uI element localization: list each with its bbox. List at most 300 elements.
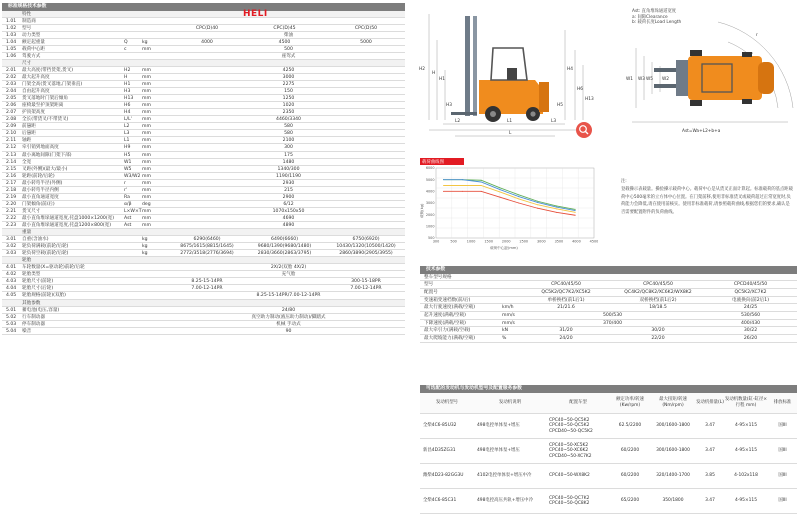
engine-cell-disp: 3.47 xyxy=(696,439,724,464)
spec-row xyxy=(2,109,405,116)
engine-cell-torque: 350/1800 xyxy=(650,489,696,514)
chart-point xyxy=(518,194,519,195)
tech-value-a: QC5K2/QC7K2/XC5K2 xyxy=(541,289,591,295)
spec-no: 2.09 xyxy=(6,124,17,130)
tech-row xyxy=(420,297,797,305)
engine-row xyxy=(420,464,797,489)
spec-symbol: r xyxy=(124,180,126,186)
chart-point xyxy=(537,201,538,202)
spec-section-title: 其他参数 xyxy=(22,300,41,306)
svg-text:L3: L3 xyxy=(551,119,557,124)
spec-symbol: H xyxy=(124,75,128,81)
spec-symbol: Ra xyxy=(124,194,130,200)
spec-unit: mm xyxy=(142,152,151,158)
svg-text:H6: H6 xyxy=(577,87,583,92)
engine-cell-cyl: 4-95×115 xyxy=(724,439,768,464)
spec-value-50: 5000 xyxy=(360,39,372,45)
spec-row xyxy=(2,208,405,215)
spec-unit: mm xyxy=(142,131,151,137)
spec-name: 门架全高(货叉落地,门架垂直) xyxy=(22,82,83,88)
spec-symbol: H6 xyxy=(124,103,131,109)
forklift-top-diagram xyxy=(618,8,796,138)
spec-value-50: 7.00-12-14PR xyxy=(350,286,382,292)
chart-ytick: 3000 xyxy=(425,201,435,206)
spec-value: 500 xyxy=(284,46,293,52)
engine-col-header: 排放标准 xyxy=(768,393,797,414)
spec-value-40: 4000 xyxy=(201,39,213,45)
engine-col-header: 发动机数量(缸-缸径×行程 mm) xyxy=(724,393,768,414)
chart-xtick: 3500 xyxy=(554,239,564,244)
engine-cell-disp: 3.85 xyxy=(696,464,724,489)
tech-value-b: QC4K2/QC8K2/XC6K2/WX8K2 xyxy=(624,289,692,295)
svg-text:L2: L2 xyxy=(455,119,461,124)
engine-cell-desc: 498电控高压共轨+增压中冷 xyxy=(474,489,546,514)
spec-value: 150 xyxy=(284,89,293,95)
spec-symbol: r' xyxy=(124,187,128,193)
spec-name: 门架倾角(前/后) xyxy=(22,201,55,207)
spec-no: 4.02 xyxy=(6,272,17,278)
spec-symbol: Ast xyxy=(124,215,132,221)
spec-value: 真空助力制动(液压助力制动)/脚踏式 xyxy=(251,314,326,320)
chart-point xyxy=(443,179,444,180)
spec-unit: mm xyxy=(142,117,151,123)
spec-row xyxy=(2,201,405,208)
engine-cell-std: 国III xyxy=(768,439,797,464)
tech-value-b: CPC40/45/50 xyxy=(643,282,673,288)
engine-cell-cyl: 4-95×115 xyxy=(724,489,768,514)
spec-name: 车轮数量(X=驱动轮)前轮/后轮 xyxy=(22,265,85,271)
tech-value-ab: 370/400 xyxy=(602,320,623,326)
tech-value-c: 电液换向(前2后1) xyxy=(732,297,769,303)
spec-no: 1.02 xyxy=(6,25,17,31)
chart-xtick: 500 xyxy=(450,239,457,244)
engine-cell-torque: 300/1600-1800 xyxy=(650,439,696,464)
spec-unit: mm xyxy=(142,159,151,165)
tech-value-c: 30/22 xyxy=(743,328,758,334)
spec-no: 2.06 xyxy=(6,103,17,109)
spec-no: 2.04 xyxy=(6,89,17,95)
spec-no: 2.15 xyxy=(6,166,17,172)
spec-row xyxy=(2,187,405,194)
spec-row xyxy=(2,321,405,328)
engine-cell-model: 全柴4C6-85U32 xyxy=(420,414,474,439)
tech-unit: % xyxy=(502,336,507,342)
spec-sheet-header: 标准规格技术参数 xyxy=(2,3,405,11)
spec-row xyxy=(2,39,405,46)
chart-point xyxy=(462,185,463,186)
engine-table-body xyxy=(420,414,797,514)
spec-row xyxy=(2,144,405,151)
spec-row xyxy=(2,314,405,321)
notes xyxy=(621,178,793,217)
tech-name: 下降速度(满载/空载) xyxy=(424,320,466,326)
tech-value-b: 22/20 xyxy=(651,336,665,342)
spec-symbol: H13 xyxy=(124,96,134,102)
forklift-side-diagram xyxy=(415,10,605,140)
spec-symbol: H5 xyxy=(124,152,131,158)
spec-unit: mm xyxy=(142,166,151,172)
spec-no: 4.01 xyxy=(6,265,17,271)
chart-point xyxy=(499,187,500,188)
spec-name: 行车制动器 xyxy=(22,314,45,320)
spec-symbol: H3 xyxy=(124,89,131,95)
spec-symbol: H1 xyxy=(124,82,131,88)
chart-point xyxy=(462,191,463,192)
spec-name: 载荷中心距 xyxy=(22,46,45,52)
tech-value-c: CPCD40/45/50 xyxy=(733,282,768,288)
engine-col-header: 发动机排量(L) xyxy=(696,393,724,414)
chart-point xyxy=(499,189,500,190)
spec-symbol: Q xyxy=(124,39,128,45)
spec-name: 自由起升高度 xyxy=(22,89,50,95)
spec-sheet xyxy=(2,3,405,335)
spec-name: 轴距 xyxy=(22,138,32,144)
spec-no: 4.03 xyxy=(6,279,17,285)
spec-no: 3.02 xyxy=(6,244,17,250)
spec-name: 后悬距 xyxy=(22,131,36,137)
spec-name: 轮距(前轮/后轮) xyxy=(22,173,55,179)
tech-value-b: 30/20 xyxy=(651,328,665,334)
spec-symbol: α/β xyxy=(124,201,132,207)
tech-params-header: 技术参数 xyxy=(420,266,797,274)
chart-point xyxy=(462,179,463,180)
tech-name: 最大行驶速度(满载/空载) xyxy=(424,305,476,311)
spec-value: 2X/2(双胎 4X/2) xyxy=(270,265,307,271)
spec-name: 座椅最至护顶架距离 xyxy=(22,103,64,109)
tech-unit: mm/s xyxy=(502,313,515,319)
spec-name: 最小直角堆垛通道宽度,托盘1200×800(宽) xyxy=(22,223,112,228)
engine-cell-disp: 3.47 xyxy=(696,489,724,514)
spec-value: 1480 xyxy=(282,159,295,165)
spec-unit: kg xyxy=(142,237,148,243)
chart-point xyxy=(499,191,500,192)
spec-symbol: L3 xyxy=(124,131,130,137)
chart-point xyxy=(556,207,557,208)
chart-point xyxy=(537,208,538,209)
spec-symbol: H4 xyxy=(124,110,131,116)
engine-cell-model: 全柴4C6-85C31 xyxy=(420,489,474,514)
spec-name: 轮负荷满载(前轮/后轮) xyxy=(22,244,69,250)
chart-ylabel: 载荷(kg) xyxy=(420,203,424,218)
spec-value-50: 10430/1320(10500/1420) xyxy=(336,244,396,250)
svg-text:H5: H5 xyxy=(557,103,563,108)
chart-point xyxy=(537,204,538,205)
spec-row xyxy=(2,95,405,102)
tech-row xyxy=(420,304,797,312)
spec-value: 充气胎 xyxy=(281,272,296,278)
chart-xtick: 4500 xyxy=(589,239,598,244)
chart-point xyxy=(518,203,519,204)
spec-unit: mm xyxy=(142,110,151,116)
engine-cell-power: 62.5/2200 xyxy=(610,414,650,439)
spec-name: 全宽 xyxy=(22,159,32,165)
spec-value: 2900 xyxy=(282,194,295,200)
spec-symbol: c xyxy=(124,46,127,52)
engine-cell-desc: 498电控单体泵+增压 xyxy=(474,439,546,464)
tech-name: 型号 xyxy=(424,282,434,288)
chart-ytick: 1000 xyxy=(425,224,435,229)
chart-point xyxy=(575,210,576,211)
chart-xtick: 1500 xyxy=(484,239,493,244)
spec-value: 175 xyxy=(284,152,293,158)
tech-row xyxy=(420,281,797,289)
chart-point xyxy=(481,191,482,192)
tech-value-c: 26/20 xyxy=(743,336,758,342)
tech-value-b: 18/18.5 xyxy=(649,305,667,311)
svg-text:r': r' xyxy=(750,53,753,58)
spec-value: 1250 xyxy=(282,96,295,102)
chart-ytick: 5000 xyxy=(425,177,435,182)
spec-symbol: L2 xyxy=(124,124,130,130)
spec-no: 2.21 xyxy=(6,208,17,214)
spec-value: 机械 手动式 xyxy=(276,321,301,327)
spec-value-45: 6490(6660) xyxy=(271,237,298,243)
tech-name: 整车型号规格 xyxy=(424,274,452,280)
spec-name: 最大高度(带挡货架,货叉) xyxy=(22,67,73,73)
spec-unit: mm xyxy=(142,96,151,102)
spec-row xyxy=(2,180,405,187)
zoom-icon[interactable] xyxy=(576,122,592,138)
spec-row xyxy=(2,74,405,81)
chart-point xyxy=(499,197,500,198)
spec-symbol: W5 xyxy=(124,166,132,172)
legend-line: Ast: 直角堆垛通道宽度 xyxy=(632,9,677,14)
spec-unit: mm xyxy=(142,173,151,179)
svg-text:H2: H2 xyxy=(419,67,425,72)
svg-text:H: H xyxy=(432,71,436,76)
spec-name: 货叉落地时门架后倾角 xyxy=(22,96,68,102)
engine-options-header: 可选配的发动机与发动机型号及配置服务参数 xyxy=(420,385,797,393)
spec-name: 牵引销到地面高度 xyxy=(22,145,59,151)
engine-table xyxy=(420,393,797,515)
spec-value-40: CPC(D)40 xyxy=(195,25,219,31)
spec-row xyxy=(2,116,405,123)
spec-no: 2.01 xyxy=(6,67,17,73)
spec-no: 2.17 xyxy=(6,180,17,186)
tech-value-b: 双桥换档(前1后2) xyxy=(639,297,677,303)
spec-value-40: 7.00-12-14PR xyxy=(191,286,223,292)
spec-row xyxy=(2,222,405,229)
spec-symbol: L×W×T xyxy=(124,208,142,214)
tech-row xyxy=(420,289,797,297)
svg-text:W5: W5 xyxy=(646,77,653,82)
tech-unit: mm/s xyxy=(502,320,515,326)
spec-name: 轮胎类型 xyxy=(22,272,41,278)
spec-row xyxy=(2,25,405,32)
tech-value-ab: 500/530 xyxy=(602,313,623,319)
spec-unit: mm xyxy=(142,208,151,214)
spec-symbol: L1 xyxy=(124,138,130,144)
spec-unit: mm xyxy=(142,67,151,73)
engine-table-header xyxy=(420,393,797,414)
spec-value: 2100 xyxy=(282,138,295,144)
spec-value: 座驾式 xyxy=(281,53,296,59)
spec-value-40: 8675/1615(8815/1645) xyxy=(180,244,234,250)
spec-symbol: H9 xyxy=(124,145,131,151)
svg-text:L: L xyxy=(509,131,512,136)
spec-symbol: Ast xyxy=(124,223,132,228)
engine-cell-std: 国III xyxy=(768,464,797,489)
spec-name: 最小转弯半径(外侧) xyxy=(22,180,63,186)
spec-value: 4690 xyxy=(282,215,295,221)
engine-cell-power: 60/2200 xyxy=(610,439,650,464)
engine-cell-cfg: CPC40~50-XC5K2 CPC40~50-XC6K2 CPCD40~50-XC7K2 xyxy=(546,439,610,464)
tech-value-c: 400/430 xyxy=(740,320,761,326)
spec-name: 最小离地间隙(门架下部) xyxy=(22,152,72,158)
spec-row xyxy=(2,166,405,173)
spec-unit: mm xyxy=(142,194,151,200)
spec-section-title: 特性 xyxy=(22,11,32,17)
spec-row xyxy=(2,137,405,144)
engine-col-header: 最大扭矩/转速(Nm/rpm) xyxy=(650,393,696,414)
svg-text:H3: H3 xyxy=(446,103,452,108)
spec-section-row xyxy=(2,257,405,264)
legend-line: b: 载荷长度Load Length xyxy=(632,20,682,26)
tech-value-c: 530/560 xyxy=(740,313,761,319)
chart-ytick: 6000 xyxy=(425,166,435,171)
spec-value-50: 6750(6920) xyxy=(352,237,380,243)
chart-point xyxy=(518,198,519,199)
chart-point xyxy=(556,212,557,213)
chart-point xyxy=(575,215,576,216)
tech-row xyxy=(420,312,797,320)
spec-value: 柴油 xyxy=(283,32,294,38)
legend-line: a: 间隙Clearance xyxy=(632,14,668,20)
spec-row xyxy=(2,328,405,335)
engine-cell-desc: 4102电控单体泵+增压中冷 xyxy=(474,464,546,489)
engine-cell-std: 国III xyxy=(768,489,797,514)
engine-cell-std: 国III xyxy=(768,414,797,439)
spec-name: 前悬距 xyxy=(22,124,36,130)
chart-point xyxy=(443,185,444,186)
spec-row xyxy=(2,236,405,243)
engine-cell-disp: 3.47 xyxy=(696,414,724,439)
chart-point xyxy=(443,191,444,192)
spec-unit: mm xyxy=(142,89,151,95)
chart-xtick: 4000 xyxy=(572,239,581,244)
spec-unit: mm xyxy=(142,124,151,130)
spec-value: 1070x150x50 xyxy=(272,208,305,214)
engine-cell-power: 65/2200 xyxy=(610,489,650,514)
spec-row xyxy=(2,152,405,159)
svg-text:W3: W3 xyxy=(638,77,645,82)
spec-value: 1190/1190 xyxy=(276,173,301,179)
spec-no: 1.06 xyxy=(6,53,17,59)
spec-value-50: 2860/3890(2905/3955) xyxy=(339,251,393,257)
engine-cell-torque: 300/1600-1800 xyxy=(650,414,696,439)
spec-value-45: 9680/1390(9680/1480) xyxy=(257,244,312,250)
spec-row xyxy=(2,53,405,60)
spec-section-row xyxy=(2,300,405,307)
spec-value: 580 xyxy=(284,131,293,137)
spec-no: 5.04 xyxy=(6,328,17,334)
spec-no: 3.01 xyxy=(6,237,17,243)
load-chart xyxy=(420,158,598,250)
spec-value: 580 xyxy=(284,124,293,130)
chart-point xyxy=(518,196,519,197)
tech-value-a: 31/20 xyxy=(559,328,573,334)
spec-unit: kg xyxy=(142,39,148,45)
spec-row xyxy=(2,159,405,166)
spec-no: 1.05 xyxy=(6,46,17,52)
engine-cell-model: 新昌4D35ZG31 xyxy=(420,439,474,464)
engine-cell-cfg: CPC40~50-QC7K2 CPC40~50-QC8K2 xyxy=(546,489,610,514)
engine-cell-model: 潍柴4D23-82GG3U xyxy=(420,464,474,489)
spec-row xyxy=(2,18,405,25)
spec-unit: mm xyxy=(142,103,151,109)
spec-value: 6/12 xyxy=(283,201,294,207)
engine-row xyxy=(420,489,797,514)
chart-ytick: 500 xyxy=(428,236,435,241)
chart-point xyxy=(575,209,576,210)
spec-unit: mm xyxy=(142,145,151,151)
heli-logo: HELI xyxy=(243,9,268,19)
spec-no: 2.19 xyxy=(6,194,17,200)
spec-unit: mm xyxy=(142,46,151,52)
engine-cell-torque: 320/1400-1700 xyxy=(650,464,696,489)
engine-options xyxy=(420,385,797,514)
spec-name: 护顶架高度 xyxy=(22,110,45,116)
engine-col-header: 额定功率/转速(Kw/rpm) xyxy=(610,393,650,414)
tech-row xyxy=(420,320,797,328)
chart-point xyxy=(575,212,576,213)
spec-value-40: 2772/3518(2776/3694) xyxy=(180,251,234,257)
spec-row xyxy=(2,264,405,271)
spec-row xyxy=(2,215,405,222)
spec-row xyxy=(2,88,405,95)
spec-no: 1.01 xyxy=(6,18,17,24)
spec-name: 轮负荷空载(前轮/后轮) xyxy=(22,251,69,257)
spec-unit: deg xyxy=(142,201,151,207)
spec-name: 轮胎规格(前轮)(双胎) xyxy=(22,293,66,299)
spec-value-45: 4500 xyxy=(278,39,291,45)
spec-rows xyxy=(2,11,405,335)
spec-value: 4460/3340 xyxy=(276,117,301,123)
tech-value-a: CPC40/45/50 xyxy=(551,282,581,288)
spec-no: 2.11 xyxy=(6,138,17,144)
spec-value: 215 xyxy=(284,187,293,193)
chart-point xyxy=(481,182,482,183)
spec-value: 2275 xyxy=(282,82,295,88)
tech-row xyxy=(420,327,797,335)
spec-name: 轮胎尺寸(前轮) xyxy=(22,279,54,285)
spec-value-40: 6290(6460) xyxy=(193,237,221,243)
svg-text:H1: H1 xyxy=(439,77,445,82)
tech-value-a: 21/21.6 xyxy=(557,305,575,311)
spec-unit: mm xyxy=(142,138,151,144)
spec-no: 2.13 xyxy=(6,152,17,158)
spec-no: 2.05 xyxy=(6,96,17,102)
spec-symbol: W1 xyxy=(124,159,132,165)
engine-cell-power: 60/2200 xyxy=(610,464,650,489)
svg-text:W1: W1 xyxy=(626,77,633,82)
engine-cell-desc: 498电控单体泵+增压 xyxy=(474,414,546,439)
svg-text:L1: L1 xyxy=(507,119,513,124)
chart-xtick: 1000 xyxy=(466,239,476,244)
spec-value-45: 2830/3660(2863/3795) xyxy=(257,251,312,257)
tech-name: 变速箱变速档数(前/后) xyxy=(424,297,471,303)
spec-row xyxy=(2,130,405,137)
spec-value: 1340/300 xyxy=(277,166,300,172)
spec-symbol: L/L' xyxy=(124,117,132,123)
tech-rows xyxy=(420,274,797,343)
spec-name: 驾驶方式 xyxy=(22,53,41,59)
spec-name: 叉距(外侧)(最大/最小) xyxy=(22,166,68,172)
spec-row xyxy=(2,102,405,109)
tech-name: 配置号 xyxy=(424,289,438,295)
spec-no: 2.08 xyxy=(6,117,17,123)
engine-col-header: 发动机说明 xyxy=(474,393,546,414)
